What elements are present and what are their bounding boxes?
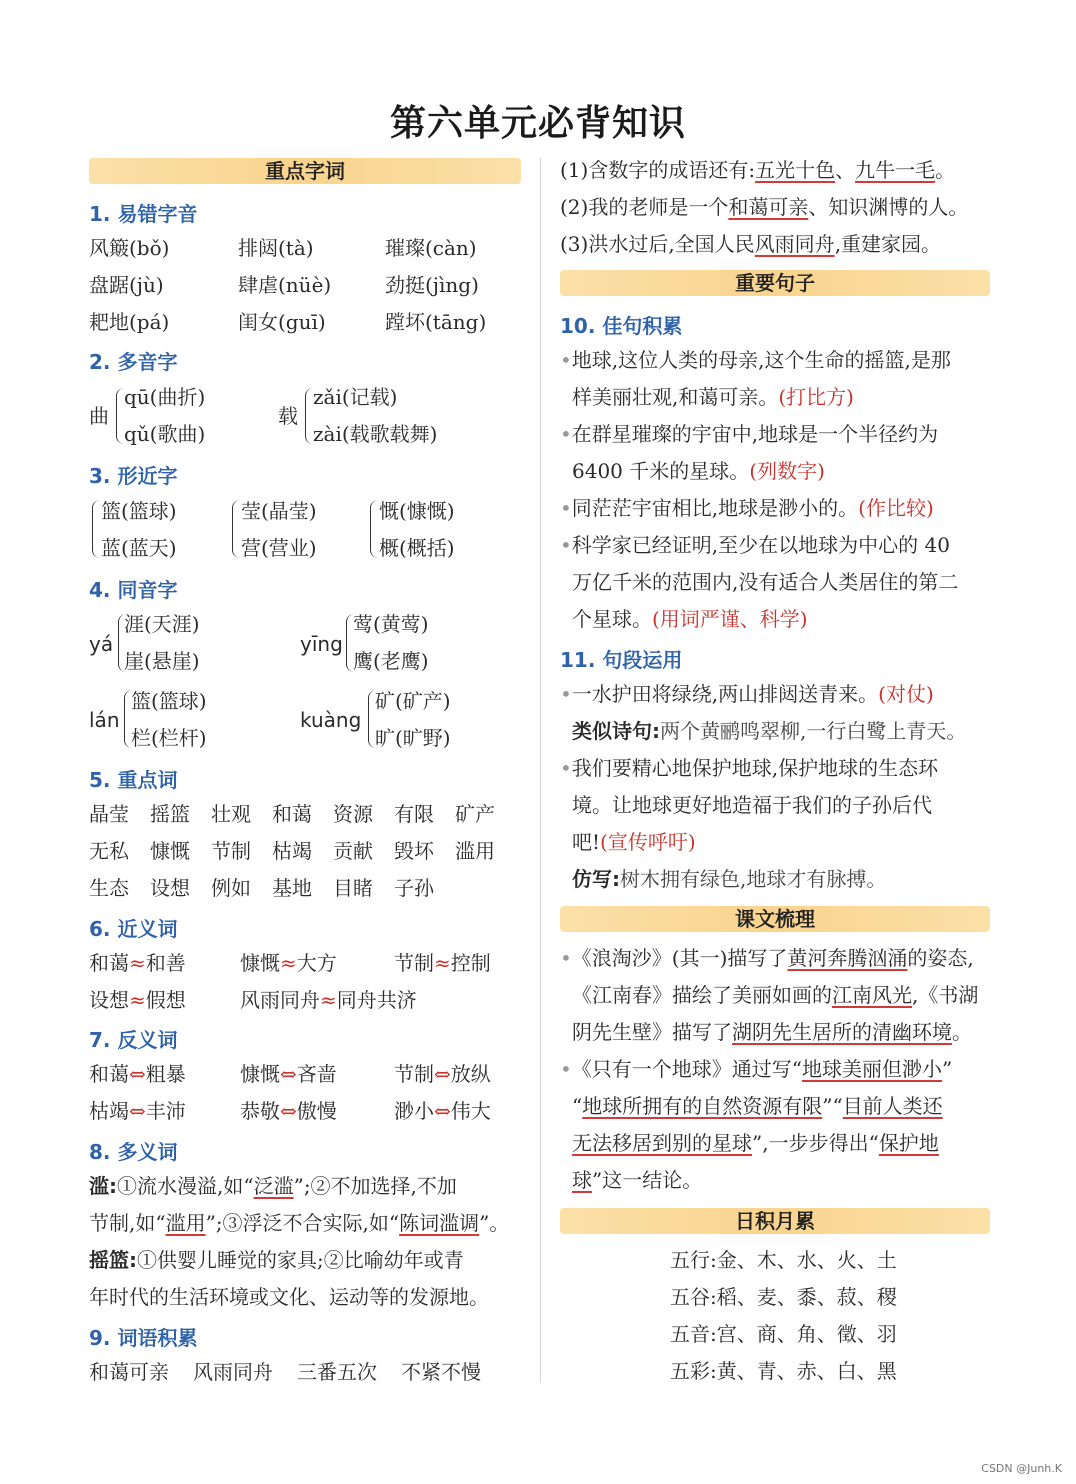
idiom: 风雨同舟: [193, 1360, 273, 1384]
antonym-pair: 恭敬⇔傲慢: [240, 1099, 337, 1123]
review-line: 《江南春》描绘了美丽如画的江南风光,《书湖: [572, 983, 979, 1007]
homophone-pinyin: lán: [89, 708, 120, 732]
sentence-line: •地球,这位人类的母亲,这个生命的摇篮,是那: [560, 348, 951, 372]
sentence-line: •在群星璀璨的宇宙中,地球是一个半径约为: [560, 422, 939, 446]
sentence-line: 仿写:树木拥有绿色,地球才有脉搏。: [572, 867, 887, 891]
word: 资源: [333, 802, 373, 826]
antonym-pair: 节制⇔放纵: [394, 1062, 491, 1086]
synonym-pair: 节制≈控制: [394, 951, 491, 975]
polysemy-line: 年时代的生活环境或文化、运动等的发源地。: [89, 1285, 489, 1309]
homophone-char: 崖(悬崖): [124, 649, 200, 673]
word: 摇篮: [150, 802, 190, 826]
sentence-line: •我们要精心地保护地球,保护地球的生态环: [560, 756, 939, 780]
antonym-pair: 渺小⇔伟大: [394, 1099, 491, 1123]
polysemy-line: 摇篮:①供婴儿睡觉的家具;②比喻幼年或青: [89, 1248, 464, 1272]
pinyin-item: 排闼(tà): [238, 236, 314, 260]
sentence-line: 个星球。(用词严谨、科学): [572, 607, 808, 631]
homophone-char: 篮(篮球): [131, 689, 207, 713]
section-heading-4: 4. 同音字: [89, 578, 178, 602]
section-heading-8: 8. 多义词: [89, 1140, 178, 1164]
column-divider: [540, 158, 541, 1383]
word: 设想: [150, 876, 190, 900]
word: 例如: [211, 876, 251, 900]
word: 节制: [211, 839, 251, 863]
word: 生态: [89, 876, 129, 900]
review-line: 无法移居到别的星球”,一步步得出“保护地: [572, 1131, 939, 1155]
word: 滥用: [455, 839, 495, 863]
key-words-row: [89, 800, 495, 828]
key-words-row: [89, 874, 434, 902]
key-words-row: [89, 837, 495, 865]
section-heading-9: 9. 词语积累: [89, 1326, 198, 1350]
word: 贡献: [333, 839, 373, 863]
word: 子孙: [394, 876, 434, 900]
homophone-char: 矿(矿产): [375, 689, 451, 713]
sentence-line: 6400 千米的星球。(列数字): [572, 459, 825, 483]
section-heading-1: 1. 易错字音: [89, 202, 198, 226]
idiom-example: (1)含数字的成语还有:五光十色、九牛一毛。: [560, 158, 956, 182]
idiom-example: (3)洪水过后,全国人民风雨同舟,重建家园。: [560, 232, 942, 256]
pinyin-item: 劲挺(jìng): [385, 273, 479, 297]
page-title: 第六单元必背知识: [389, 103, 686, 144]
sentence-line: 境。让地球更好地造福于我们的子孙后代: [572, 793, 932, 817]
review-line: •《只有一个地球》通过写“地球美丽但渺小”: [560, 1057, 953, 1081]
review-line: 球”这一结论。: [572, 1168, 703, 1192]
word: 基地: [272, 876, 312, 900]
section-heading-11: 11. 句段运用: [560, 648, 683, 672]
word: 壮观: [211, 802, 251, 826]
polyphone-reading: zài(载歌载舞): [313, 422, 438, 446]
accumulation-line: 五音:宫、商、角、徵、羽: [670, 1322, 897, 1346]
synonym-pair: 风雨同舟≈同舟共济: [240, 988, 417, 1012]
homophone-char: 旷(旷野): [375, 726, 451, 750]
antonym-pair: 慷慨⇔吝啬: [240, 1062, 337, 1086]
word: 目睹: [333, 876, 373, 900]
watermark: CSDN @Junh.K: [981, 1462, 1062, 1475]
section-heading-7: 7. 反义词: [89, 1028, 178, 1052]
idiom: 和蔼可亲: [89, 1360, 169, 1384]
polysemy-line: 滥:①流水漫溢,如“泛滥”;②不加选择,不加: [89, 1174, 457, 1198]
pinyin-item: 闺女(guī): [238, 310, 326, 334]
polyphone-char: 载: [278, 404, 298, 428]
pinyin-item: 肆虐(nüè): [238, 273, 332, 297]
polyphone-char: 曲: [89, 404, 109, 428]
similar-char: 概(概括): [379, 536, 455, 560]
section-heading-6: 6. 近义词: [89, 917, 178, 941]
accumulation-line: 五谷:稻、麦、黍、菽、稷: [670, 1285, 897, 1309]
similar-char: 莹(晶莹): [241, 499, 317, 523]
polyphone-reading: zǎi(记载): [313, 385, 398, 409]
banner-daily-accumulation: 日积月累: [560, 1208, 990, 1234]
word: 慷慨: [150, 839, 190, 863]
polysemy-line: 节制,如“滥用”;③浮泛不合实际,如“陈词滥调”。: [89, 1211, 510, 1235]
accumulation-line: 五彩:黄、青、赤、白、黑: [670, 1359, 897, 1383]
banner-key-sentences: 重要句子: [560, 270, 990, 296]
accumulation-line: 五行:金、木、水、火、土: [670, 1248, 897, 1272]
section-heading-2: 2. 多音字: [89, 350, 178, 374]
similar-char: 篮(篮球): [101, 499, 177, 523]
word: 毁坏: [394, 839, 434, 863]
sentence-line: 类似诗句:两个黄鹂鸣翠柳,一行白鹭上青天。: [572, 719, 967, 743]
similar-char: 蓝(蓝天): [101, 536, 177, 560]
homophone-char: 栏(栏杆): [131, 726, 207, 750]
synonym-pair: 慷慨≈大方: [240, 951, 337, 975]
word: 有限: [394, 802, 434, 826]
banner-text-review: 课文梳理: [560, 906, 990, 932]
word: 晶莹: [89, 802, 129, 826]
idiom-row: [89, 1358, 481, 1386]
word: 矿产: [455, 802, 495, 826]
sentence-line: 万亿千米的范围内,没有适合人类居住的第二: [572, 570, 959, 594]
idiom: 不紧不慢: [401, 1360, 481, 1384]
word: 和蔼: [272, 802, 312, 826]
antonym-pair: 和蔼⇔粗暴: [89, 1062, 186, 1086]
sentence-line: •同茫茫宇宙相比,地球是渺小的。(作比较): [560, 496, 934, 520]
pinyin-item: 蹚坏(tāng): [385, 310, 487, 334]
idiom-example: (2)我的老师是一个和蔼可亲、知识渊博的人。: [560, 195, 969, 219]
idiom: 三番五次: [297, 1360, 377, 1384]
synonym-pair: 和蔼≈和善: [89, 951, 186, 975]
pinyin-item: 风簸(bǒ): [89, 236, 170, 260]
pinyin-item: 璀璨(càn): [385, 236, 477, 260]
homophone-char: 鹰(老鹰): [353, 649, 429, 673]
section-heading-10: 10. 佳句积累: [560, 314, 683, 338]
section-heading-3: 3. 形近字: [89, 464, 178, 488]
word: 无私: [89, 839, 129, 863]
polyphone-reading: qǔ(歌曲): [124, 422, 206, 446]
homophone-char: 涯(天涯): [124, 612, 200, 636]
homophone-pinyin: yá: [89, 632, 114, 656]
homophone-pinyin: kuàng: [300, 708, 362, 732]
similar-char: 营(营业): [241, 536, 317, 560]
sentence-line: •科学家已经证明,至少在以地球为中心的 40: [560, 533, 950, 557]
similar-char: 慨(慷慨): [379, 499, 455, 523]
homophone-char: 莺(黄莺): [353, 612, 429, 636]
pinyin-item: 盘踞(jù): [89, 273, 164, 297]
banner-key-words: 重点字词: [89, 158, 521, 184]
section-heading-5: 5. 重点词: [89, 768, 178, 792]
review-line: 阴先生壁》描写了湖阴先生居所的清幽环境。: [572, 1020, 972, 1044]
sentence-line: •一水护田将绿绕,两山排闼送青来。(对仗): [560, 682, 934, 706]
antonym-pair: 枯竭⇔丰沛: [89, 1099, 186, 1123]
review-line: •《浪淘沙》(其一)描写了黄河奔腾汹涌的姿态,: [560, 946, 974, 970]
word: 枯竭: [272, 839, 312, 863]
sentence-line: 样美丽壮观,和蔼可亲。(打比方): [572, 385, 854, 409]
pinyin-item: 耙地(pá): [89, 310, 170, 334]
review-line: “地球所拥有的自然资源有限”“目前人类还: [572, 1094, 943, 1118]
homophone-pinyin: yīng: [300, 632, 343, 656]
synonym-pair: 设想≈假想: [89, 988, 186, 1012]
sentence-line: 吧!(宣传呼吁): [572, 830, 696, 854]
polyphone-reading: qū(曲折): [124, 385, 206, 409]
